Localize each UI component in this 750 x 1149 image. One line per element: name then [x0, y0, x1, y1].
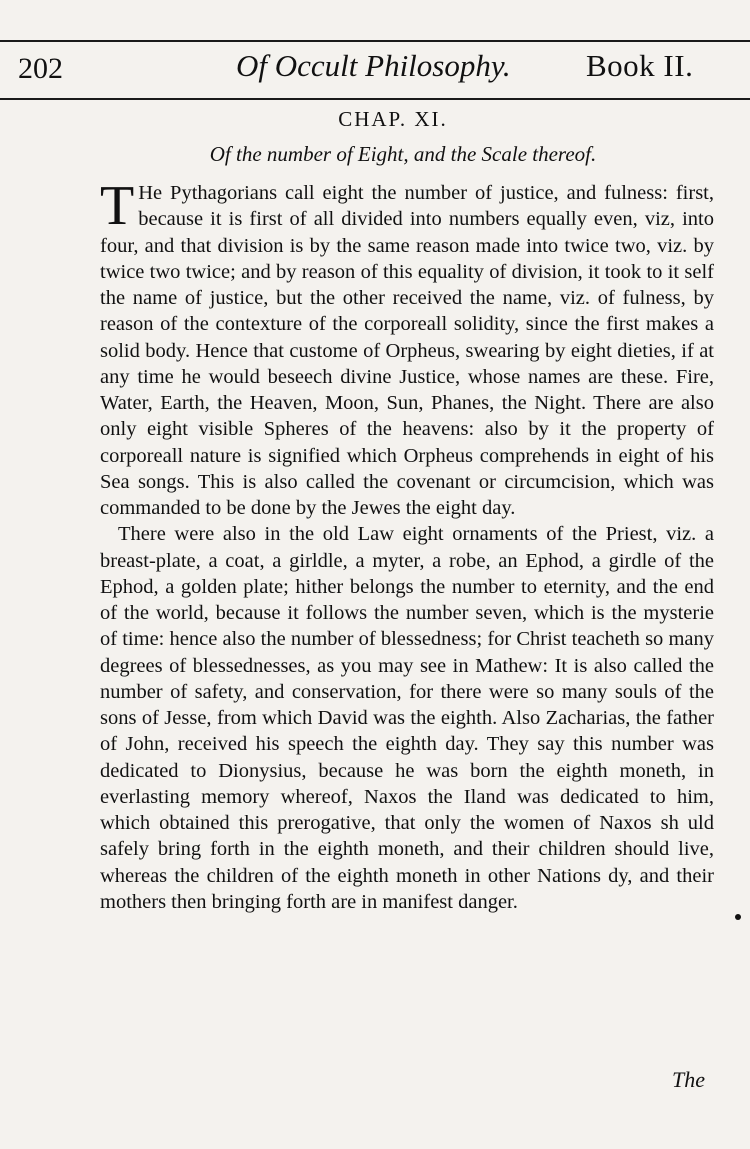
running-header — [0, 46, 750, 92]
page-number: 202 — [18, 52, 63, 85]
chapter-subtitle: Of the number of Eight, and the Scale thereof. — [209, 142, 597, 166]
book-label: Book II. — [586, 48, 694, 83]
paragraph-1 — [100, 175, 714, 521]
chapter-heading: CHAP. XI. — [338, 107, 448, 131]
drop-cap: T — [100, 175, 135, 237]
catchword: The — [672, 1067, 705, 1092]
running-title: Of Occult Philosophy. — [236, 48, 511, 83]
header-top-rule — [0, 40, 750, 42]
ink-spot — [735, 914, 741, 920]
paragraph-1-text: He Pythagorians call eight the number of justice, and fulness: first, because it is first of all divided into numbers equally even, viz, into four, and that division is by the same reason made into twice two, viz. by twice two twice; and by reason of this equality of division, it took to it self the name of justice, but the other received the name, viz. of fulness, by reason of the contexture of the corporeall solidity, since the first makes a solid body. Hence that custome of Orpheus, swearing by eight dieties, if at any time he would beseech divine Justice, whose names are these. Fire, Water, Earth, the Heaven, Moon, Sun, Phanes, the Night. There are also only eight visible Spheres of the heavens: also by it the property of corporeall nature is signified which Orpheus comprehends in eight of his Sea songs. This is also called the covenant or circumcision, which was commanded to be done by the Jewes the eight day. — [100, 182, 714, 519]
paragraph-2: There were also in the old Law eight ornaments of the Priest, viz. a breast-plate, a coat, a girldle, a myter, a robe, an Ephod, a girdle of the Ephod, a golden plate; hither belongs the number to eternity, and the end of the world, because it follows the number seven, which is the mysterie of time: hence also the number of blessedness; for Christ teacheth so many degrees of blessednesses, as you may see in Mathew: It is also called the number of safety, and conservation, for there were so many souls of the sons of Jesse, from which David was the eighth. Also Zacharias, the father of John, received his speech the eighth day. They say this number was dedicated to Dionysius, because he was born the eighth moneth, in everlasting memory whereof, Naxos the Iland was dedicated to him, which obtained this prerogative, that only the women of Naxos sh uld safely bring forth in the eighth moneth, and their children should live, whereas the children of the eighth moneth in other Nations dy, and their mothers then bringing forth are in manifest danger. — [100, 523, 714, 913]
body-text — [100, 175, 714, 915]
header-bottom-rule — [0, 98, 750, 100]
